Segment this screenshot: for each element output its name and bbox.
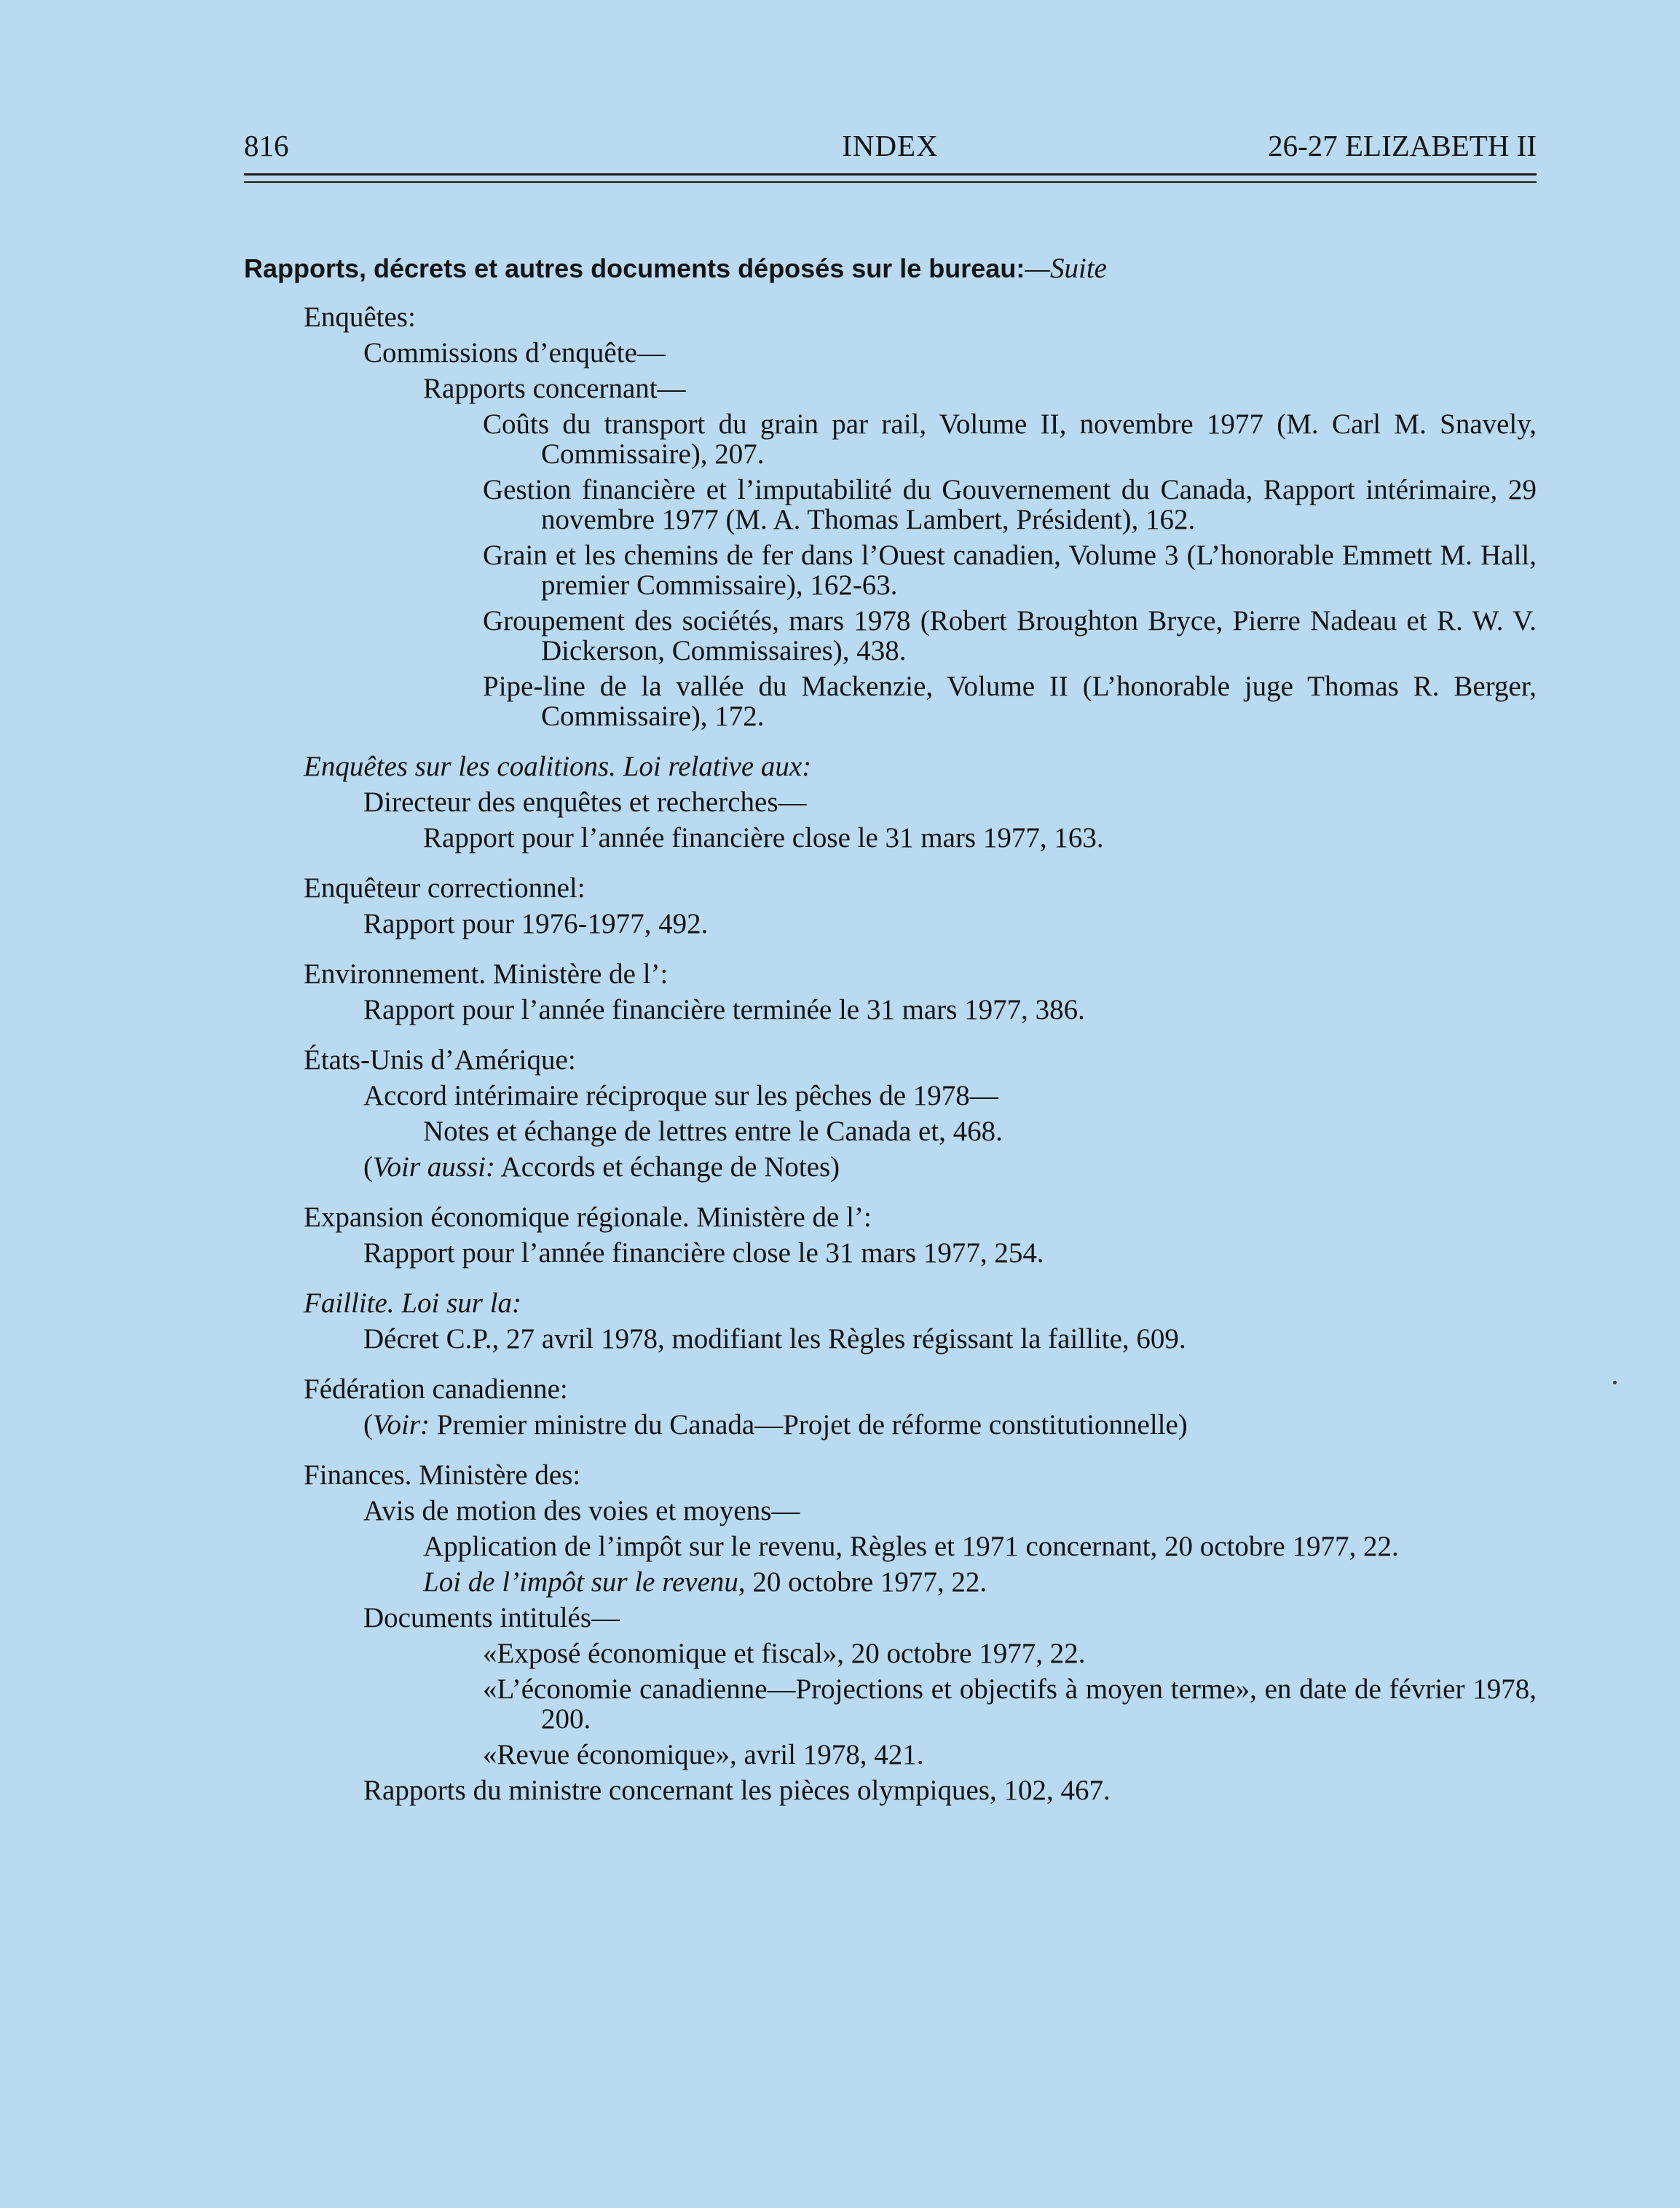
entry-commissions: Commissions d’enquête— xyxy=(363,337,666,368)
entry-documents: Documents intitulés— xyxy=(363,1602,620,1633)
list-item: Notes et échange de lettres entre le Canada et, 468. xyxy=(423,1116,1003,1147)
entry-etats-unis: États-Unis d’Amérique: xyxy=(304,1044,576,1076)
list-item: Rapport pour l’année financière close le 31 mars 1977, 254. xyxy=(363,1237,1044,1269)
running-title: INDEX xyxy=(842,129,939,162)
volume-label: 26-27 ELIZABETH II xyxy=(1268,129,1537,162)
see-also-text: Accords et échange de Notes) xyxy=(494,1151,840,1183)
list-item: Application de l’impôt sur le revenu, Règles et 1971 concernant, 20 octobre 1977, 22. xyxy=(423,1531,1399,1562)
paren-open: ( xyxy=(363,1151,373,1183)
entry-rapports-concernant: Rapports concernant— xyxy=(423,373,686,404)
list-item: Gestion financière et l’imputabilité du Gouvernement du Canada, Rapport intérimaire, 29 novembre 1977 (M. A. Thomas Lambert, Président), 162. xyxy=(483,474,1537,535)
see-also-reference xyxy=(244,1152,1537,1182)
entry-directeur: Directeur des enquêtes et recherches— xyxy=(363,786,807,818)
section-heading xyxy=(244,253,1537,283)
list-item: Groupement des sociétés, mars 1978 (Robert Broughton Bryce, Pierre Nadeau et R. W. V. Dickerson, Commissaires), 438. xyxy=(483,605,1537,666)
list-item xyxy=(244,1567,1537,1597)
list-item: «Exposé économique et fiscal», 20 octobre 1977, 22. xyxy=(483,1638,1086,1669)
act-rest: , 20 octobre 1977, 22. xyxy=(738,1566,987,1598)
entry-environnement: Environnement. Ministère de l’: xyxy=(304,958,669,990)
list-item: Rapport pour l’année financière close le 31 mars 1977, 163. xyxy=(423,822,1104,853)
see-also-label: Voir aussi: xyxy=(373,1151,495,1183)
entry-avis-motion: Avis de motion des voies et moyens— xyxy=(363,1495,800,1526)
list-item: Rapport pour 1976-1977, 492. xyxy=(363,908,709,939)
list-item: «L’économie canadienne—Projections et objectifs à moyen terme», en date de février 1978, 200. xyxy=(483,1673,1537,1735)
act-title: Loi de l’impôt sur le revenu xyxy=(423,1566,738,1598)
list-item: Rapport pour l’année financière terminée le 31 mars 1977, 386. xyxy=(363,994,1085,1025)
entry-federation: Fédération canadienne: xyxy=(304,1373,568,1405)
list-item: Pipe-line de la vallée du Mackenzie, Volume II (L’honorable juge Thomas R. Berger, Commissaire), 172. xyxy=(483,671,1537,732)
section-heading-text: Rapports, décrets et autres documents déposés sur le bureau: xyxy=(244,253,1025,283)
entry-rapports-ministre: Rapports du ministre concernant les pièces olympiques, 102, 467. xyxy=(363,1775,1111,1806)
entry-finances: Finances. Ministère des: xyxy=(304,1459,581,1491)
entry-accord: Accord intérimaire réciproque sur les pêches de 1978— xyxy=(363,1080,998,1111)
running-head xyxy=(244,128,1537,172)
paren-open: ( xyxy=(363,1409,373,1440)
see-reference xyxy=(244,1410,1537,1440)
index-content xyxy=(244,253,1537,1811)
entry-coalitions: Enquêtes sur les coalitions. Loi relative aux: xyxy=(304,751,812,782)
header-rule-thick xyxy=(244,173,1537,176)
entry-faillite: Faillite. Loi sur la: xyxy=(304,1288,522,1319)
list-item: «Revue économique», avril 1978, 421. xyxy=(483,1739,924,1770)
see-text: Premier ministre du Canada—Projet de réforme constitutionnelle) xyxy=(430,1409,1188,1440)
section-continued: —Suite xyxy=(1025,253,1107,284)
entry-expansion: Expansion économique régionale. Ministère de l’: xyxy=(304,1202,872,1233)
header-rule-thin xyxy=(244,181,1537,183)
page-number: 816 xyxy=(244,129,289,162)
entry-enqueteur: Enquêteur correctionnel: xyxy=(304,872,585,904)
list-item: Décret C.P., 27 avril 1978, modifiant les Règles régissant la faillite, 609. xyxy=(363,1323,1186,1355)
list-item: Grain et les chemins de fer dans l’Ouest canadien, Volume 3 (L’honorable Emmett M. Hall, premier Commissaire), 162-63. xyxy=(483,540,1537,601)
entry-enquetes: Enquêtes: xyxy=(304,301,416,333)
list-item: Coûts du transport du grain par rail, Volume II, novembre 1977 (M. Carl M. Snavely, Commissaire), 207. xyxy=(483,409,1537,470)
scan-speck xyxy=(1613,1381,1617,1384)
see-label: Voir: xyxy=(373,1409,430,1440)
